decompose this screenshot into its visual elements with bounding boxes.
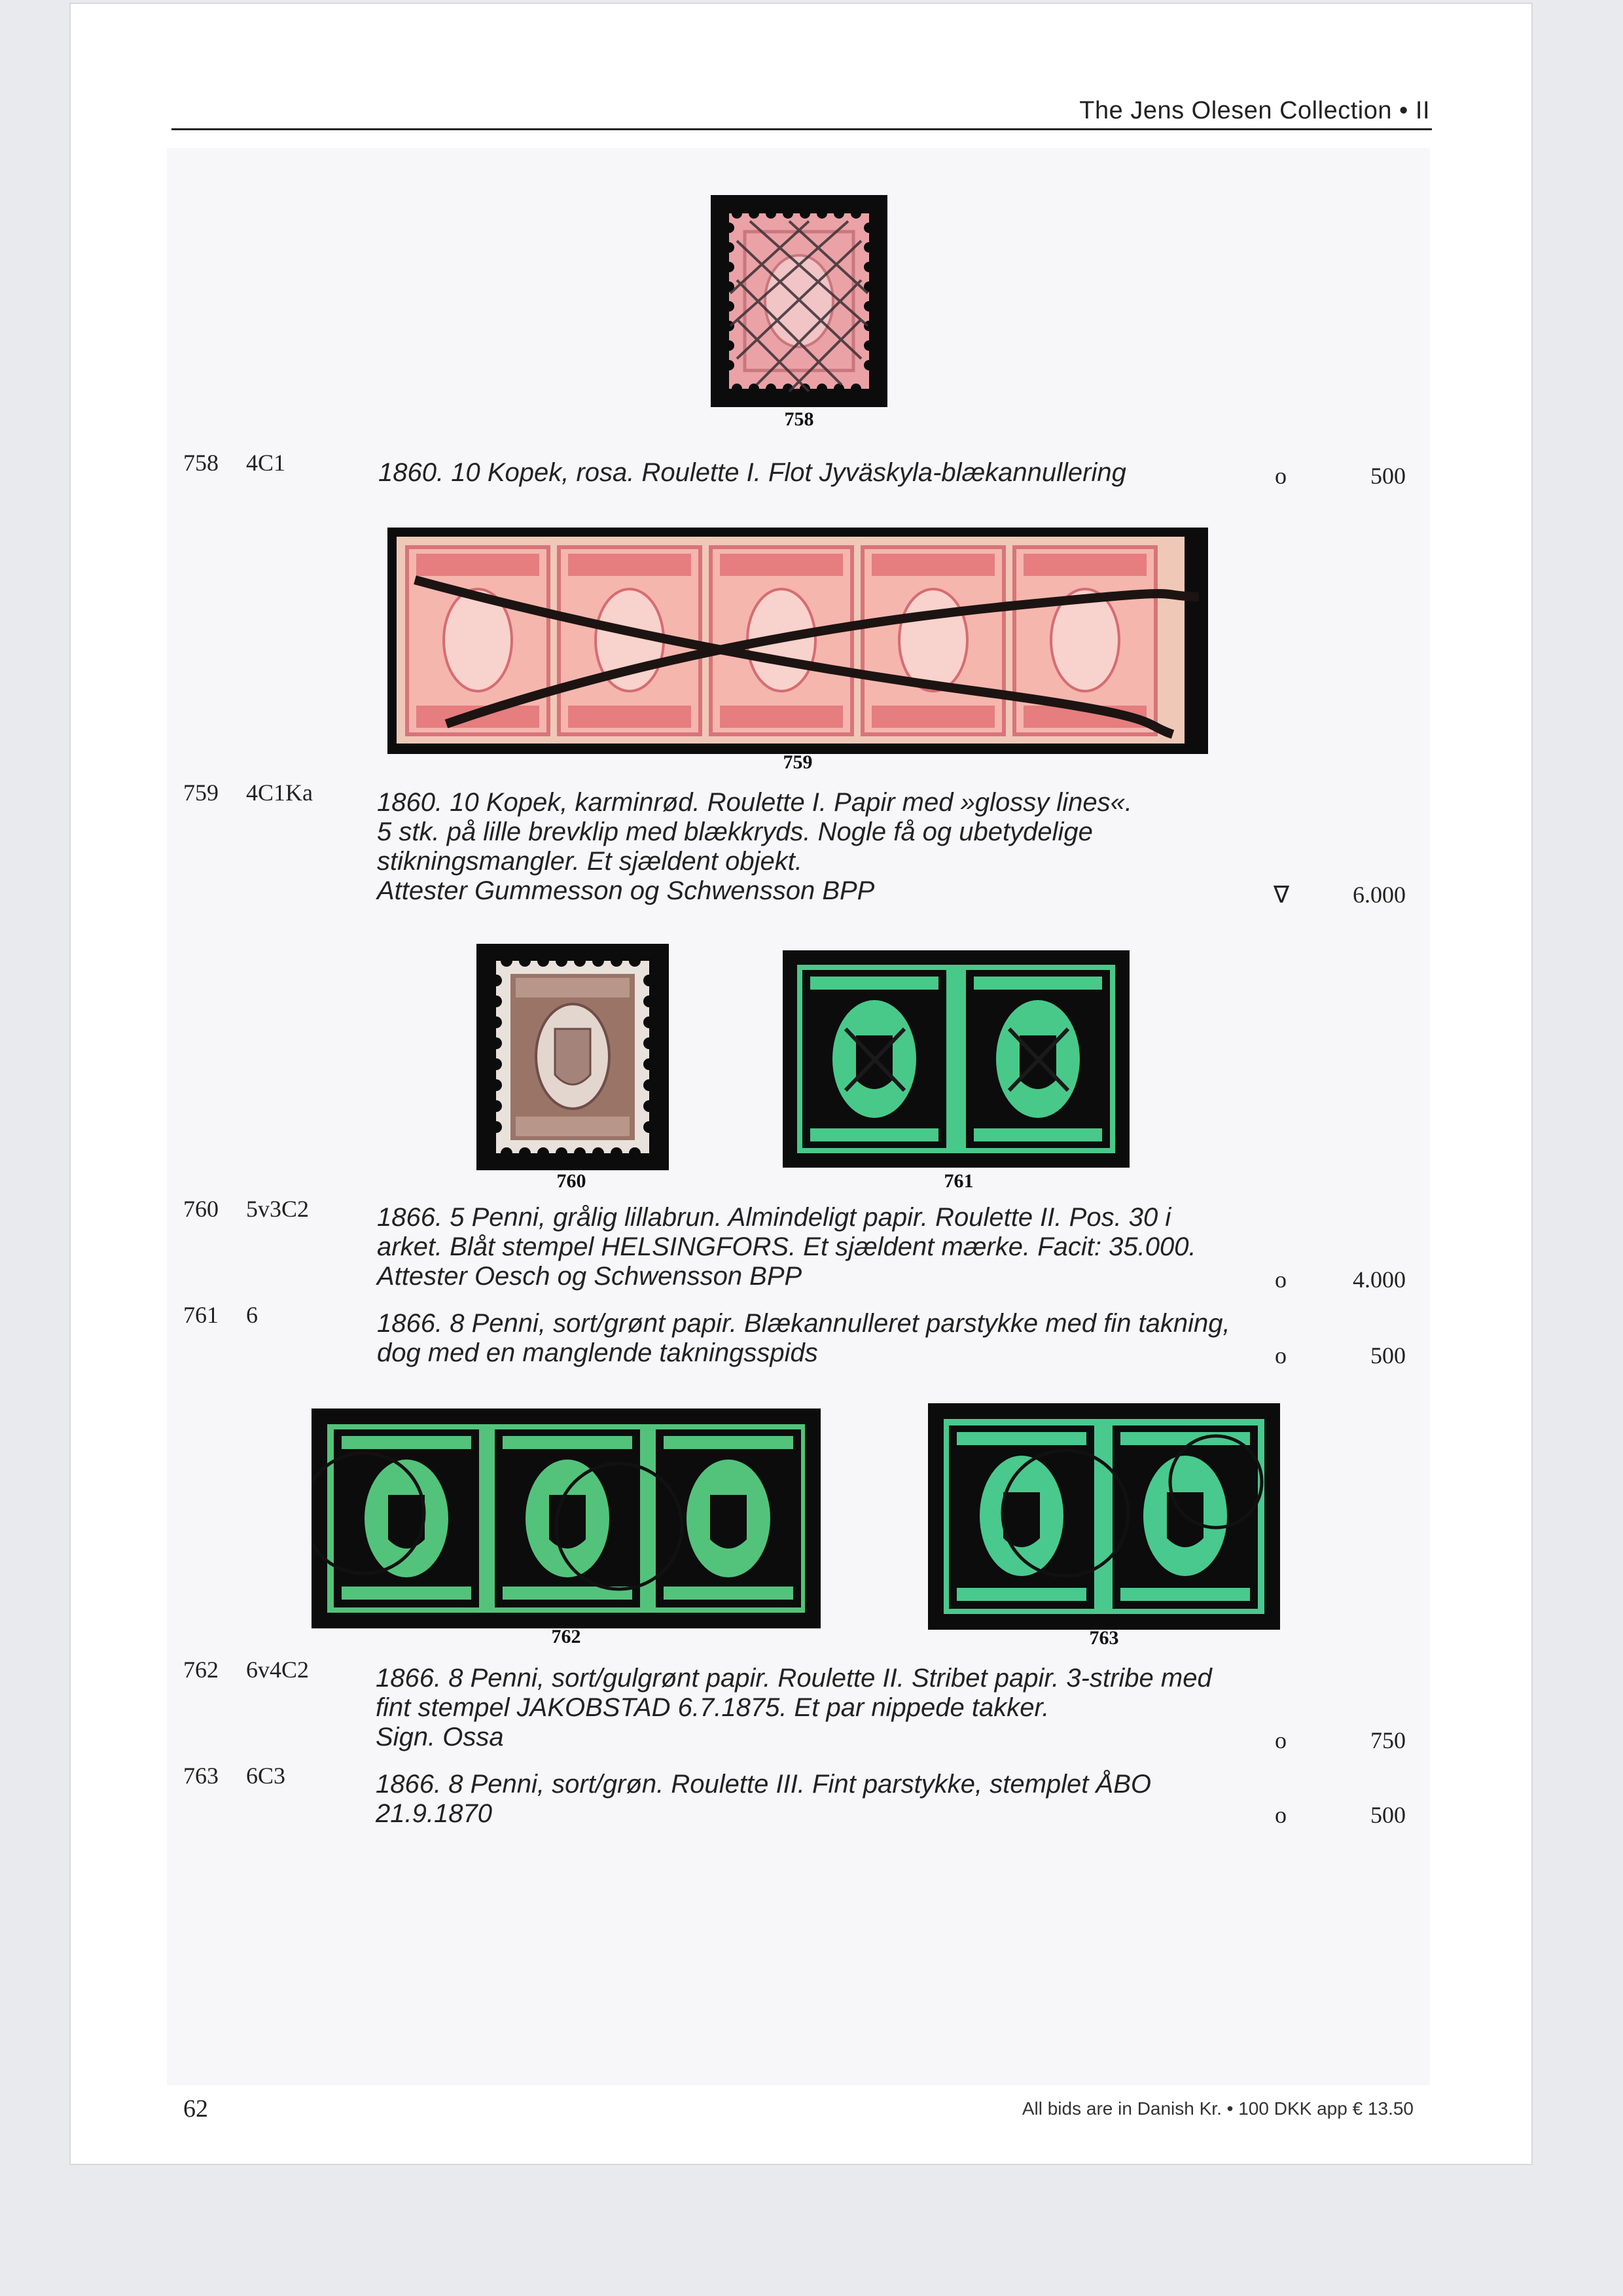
description-line: 1860. 10 Kopek, karminrød. Roulette I. Papir med »glossy lines«. bbox=[377, 788, 1132, 817]
catalogue-number: 6 bbox=[246, 1302, 258, 1328]
image-caption-763: 763 bbox=[1089, 1627, 1119, 1649]
lot-761-description bbox=[377, 1309, 1230, 1368]
description-line: 21.9.1870 bbox=[376, 1799, 492, 1828]
stamp-image-763 bbox=[928, 1403, 1280, 1630]
lot-number: 762 bbox=[183, 1657, 219, 1683]
page-header-title: The Jens Olesen Collection • II bbox=[1079, 97, 1430, 124]
lot-763-price: 500 bbox=[1370, 1802, 1406, 1828]
header-rule bbox=[171, 128, 1432, 130]
catalogue-number: 4C1Ka bbox=[246, 780, 313, 806]
description-line: Attester Oesch og Schwensson BPP bbox=[377, 1262, 802, 1291]
catalogue-number: 6v4C2 bbox=[246, 1657, 310, 1683]
page-number: 62 bbox=[183, 2095, 208, 2123]
image-caption-759: 759 bbox=[783, 751, 813, 773]
lot-760-description bbox=[377, 1203, 1196, 1291]
lot-761-price: 500 bbox=[1370, 1342, 1406, 1369]
lot-number: 761 bbox=[183, 1302, 219, 1328]
image-caption-760: 760 bbox=[556, 1170, 586, 1192]
description-line: arket. Blåt stempel HELSINGFORS. Et sjældent mærke. Facit: 35.000. bbox=[377, 1232, 1196, 1261]
lot-763-description bbox=[376, 1770, 1151, 1829]
description-line: stikningsmangler. Et sjældent objekt. bbox=[377, 847, 802, 876]
lot-762-price: 750 bbox=[1370, 1727, 1406, 1753]
description-line: 1866. 8 Penni, sort/gulgrønt papir. Roulette II. Stribet papir. 3-stribe med bbox=[376, 1664, 1212, 1693]
lot-758-description bbox=[378, 458, 1126, 488]
lot-761-condition: o bbox=[1275, 1342, 1287, 1369]
stamp-image-758 bbox=[711, 195, 887, 407]
lot-758-price: 500 bbox=[1370, 463, 1406, 489]
catalogue-number: 5v3C2 bbox=[246, 1196, 310, 1222]
lot-number: 759 bbox=[183, 780, 219, 806]
catalogue-number: 6C3 bbox=[246, 1763, 286, 1789]
stamp-image-760 bbox=[476, 944, 669, 1170]
description-line: 1866. 8 Penni, sort/grøn. Roulette III. Fint parstykke, stemplet ÅBO bbox=[376, 1770, 1151, 1799]
description-line: fint stempel JAKOBSTAD 6.7.1875. Et par nippede takker. bbox=[376, 1693, 1050, 1722]
description-line: 1866. 8 Penni, sort/grønt papir. Blækannulleret parstykke med fin takning, bbox=[377, 1309, 1230, 1338]
lot-758-condition: o bbox=[1275, 463, 1287, 489]
description-line: Attester Gummesson og Schwensson BPP bbox=[377, 876, 875, 905]
description-line: 1866. 5 Penni, grålig lillabrun. Almindeligt papir. Roulette II. Pos. 30 i bbox=[377, 1203, 1171, 1232]
lot-760-condition: o bbox=[1275, 1266, 1287, 1293]
lot-763-condition: o bbox=[1275, 1802, 1287, 1828]
stamp-image-761 bbox=[783, 950, 1130, 1168]
image-caption-758: 758 bbox=[784, 408, 814, 430]
lot-762-description bbox=[376, 1664, 1212, 1752]
lot-759-condition: ∇ bbox=[1274, 882, 1290, 908]
stamp-image-762 bbox=[312, 1408, 821, 1628]
lot-762-condition: o bbox=[1275, 1727, 1287, 1753]
stamp-image-759 bbox=[387, 528, 1208, 754]
currency-note: All bids are in Danish Kr. • 100 DKK app € 13.50 bbox=[1022, 2098, 1414, 2119]
lot-759-price: 6.000 bbox=[1353, 882, 1406, 908]
catalogue-number: 4C1 bbox=[246, 450, 286, 476]
description-line: Sign. Ossa bbox=[376, 1723, 504, 1751]
lot-760-price: 4.000 bbox=[1353, 1266, 1406, 1293]
description-line: 1860. 10 Kopek, rosa. Roulette I. Flot Jyväskyla-blækannullering bbox=[378, 458, 1126, 487]
image-caption-761: 761 bbox=[944, 1170, 974, 1192]
image-caption-762: 762 bbox=[551, 1626, 581, 1647]
lot-number: 758 bbox=[183, 450, 219, 476]
description-line: 5 stk. på lille brevklip med blækkryds. Nogle få og ubetydelige bbox=[377, 817, 1093, 846]
lot-759-description bbox=[377, 788, 1132, 906]
description-line: dog med en manglende takningsspids bbox=[377, 1338, 818, 1367]
lot-number: 763 bbox=[183, 1763, 219, 1789]
lot-number: 760 bbox=[183, 1196, 219, 1222]
